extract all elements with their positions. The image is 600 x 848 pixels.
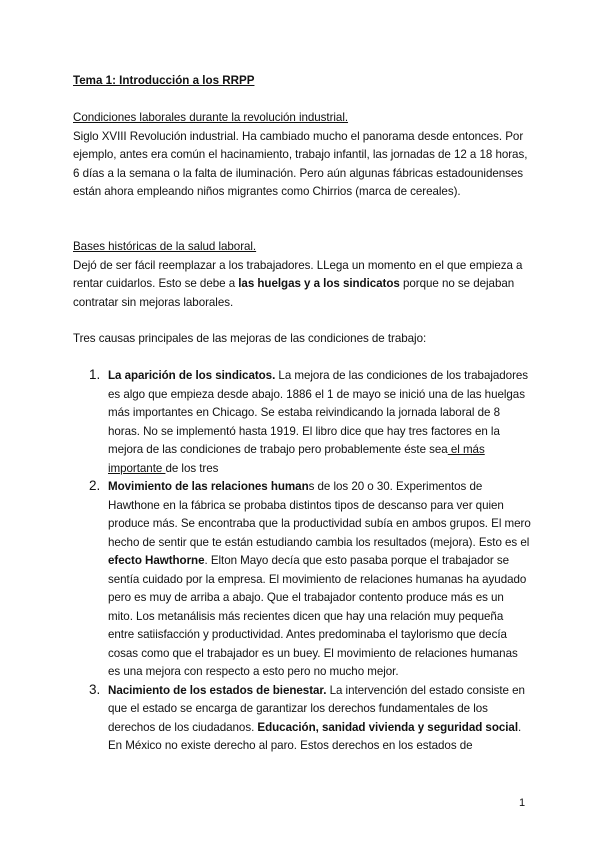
list-item: [73, 367, 531, 478]
section-bases: [73, 238, 531, 312]
intro-paragraph: Tres causas principales de las mejoras de las condiciones de trabajo:: [73, 332, 427, 345]
body-bold: las huelgas y a los sindicatos: [238, 277, 400, 290]
body-text: Dejó de ser fácil reemplazar a los trabajadores. LLega un momento en el que empieza a rentar cuidarlos. Esto se debe a: [73, 258, 523, 290]
section-heading: Condiciones laborales durante la revolución industrial.: [73, 111, 349, 124]
section-body: Siglo XVIII Revolución industrial. Ha cambiado mucho el panorama desde entonces. Por ejemplo, antes era común el hacinamiento, trabajo infantil, las jornadas de 12 a 18 horas, 6 días a la semana o la falta de iluminación. Pero aún algunas fábricas estadounidenses están ahora empleando niños migrantes como Chirrios (marca de cereales).: [73, 129, 528, 198]
list-number: 1.: [89, 367, 101, 382]
item-text: La intervención del estado consiste en que el estado se encarga de garantizar los derechos fundamentales de los derechos de los ciudadanos.: [108, 683, 525, 734]
page-title: Tema 1: Introducción a los RRPP: [73, 74, 255, 87]
list-item: [73, 682, 531, 756]
list-item: [73, 478, 531, 682]
item-bold: Educación, sanidad vivienda y seguridad social: [257, 720, 519, 734]
item-text: de los tres: [165, 461, 219, 475]
item-bold: Nacimiento de los estados de bienestar.: [108, 683, 327, 697]
item-text: s de los 20 o 30. Experimentos de Hawthone en la fábrica se probaba distintos tipos de descanso para ver quien produce más. Se encontraba que la productividad subía en ambos grupos. El mero hecho de sentir que te están estudiando cambia los resultados (mejora). Esto es el: [108, 480, 531, 549]
section-condiciones: [73, 109, 531, 202]
page-number: 1: [519, 797, 526, 809]
item-text: . En México no existe derecho al paro. Estos derechos en los estados de: [108, 720, 522, 752]
list-number: 2.: [89, 478, 101, 493]
item-text: La mejora de las condiciones de los trabajadores es algo que empieza desde abajo. 1886 el 1 de mayo se inició una de las huelgas más importantes en Chicago. Se estaba reivindicando la jornada laboral de 8 horas. No se implementó hasta 1919. El libro dice que hay tres factores en la mejora de las condiciones de trabajo pero probablemente éste sea: [108, 369, 529, 456]
list-number: 3.: [89, 681, 101, 697]
item-bold: Movimiento de las relaciones human: [108, 480, 309, 493]
section-heading: Bases históricas de la salud laboral.: [73, 240, 257, 253]
item-text: . Elton Mayo decía que esto pasaba porque el trabajador se sentía cuidado por la empresa. El movimiento de relaciones humanas ha ayudado pero es muy de arriba a abajo. Que el trabajador contento produce más es un mito. Los metanálisis más recientes dicen que hay una relación muy pequeña entre satiisfacción y productividad. Antes predominaba el taylorismo que decía cosas como que el trabajador es un buey. El movimiento de relaciones humanas es una mejora con respecto a esto pero no mucho mejor.: [108, 554, 527, 678]
item-underline: el más importante: [108, 443, 485, 475]
causes-list: [73, 367, 531, 756]
item-bold: efecto Hawthorne: [108, 554, 205, 567]
section-body: [73, 257, 531, 313]
item-bold: La aparición de los sindicatos.: [108, 369, 276, 382]
body-text: porque no se dejaban contratar sin mejoras laborales.: [73, 277, 515, 309]
